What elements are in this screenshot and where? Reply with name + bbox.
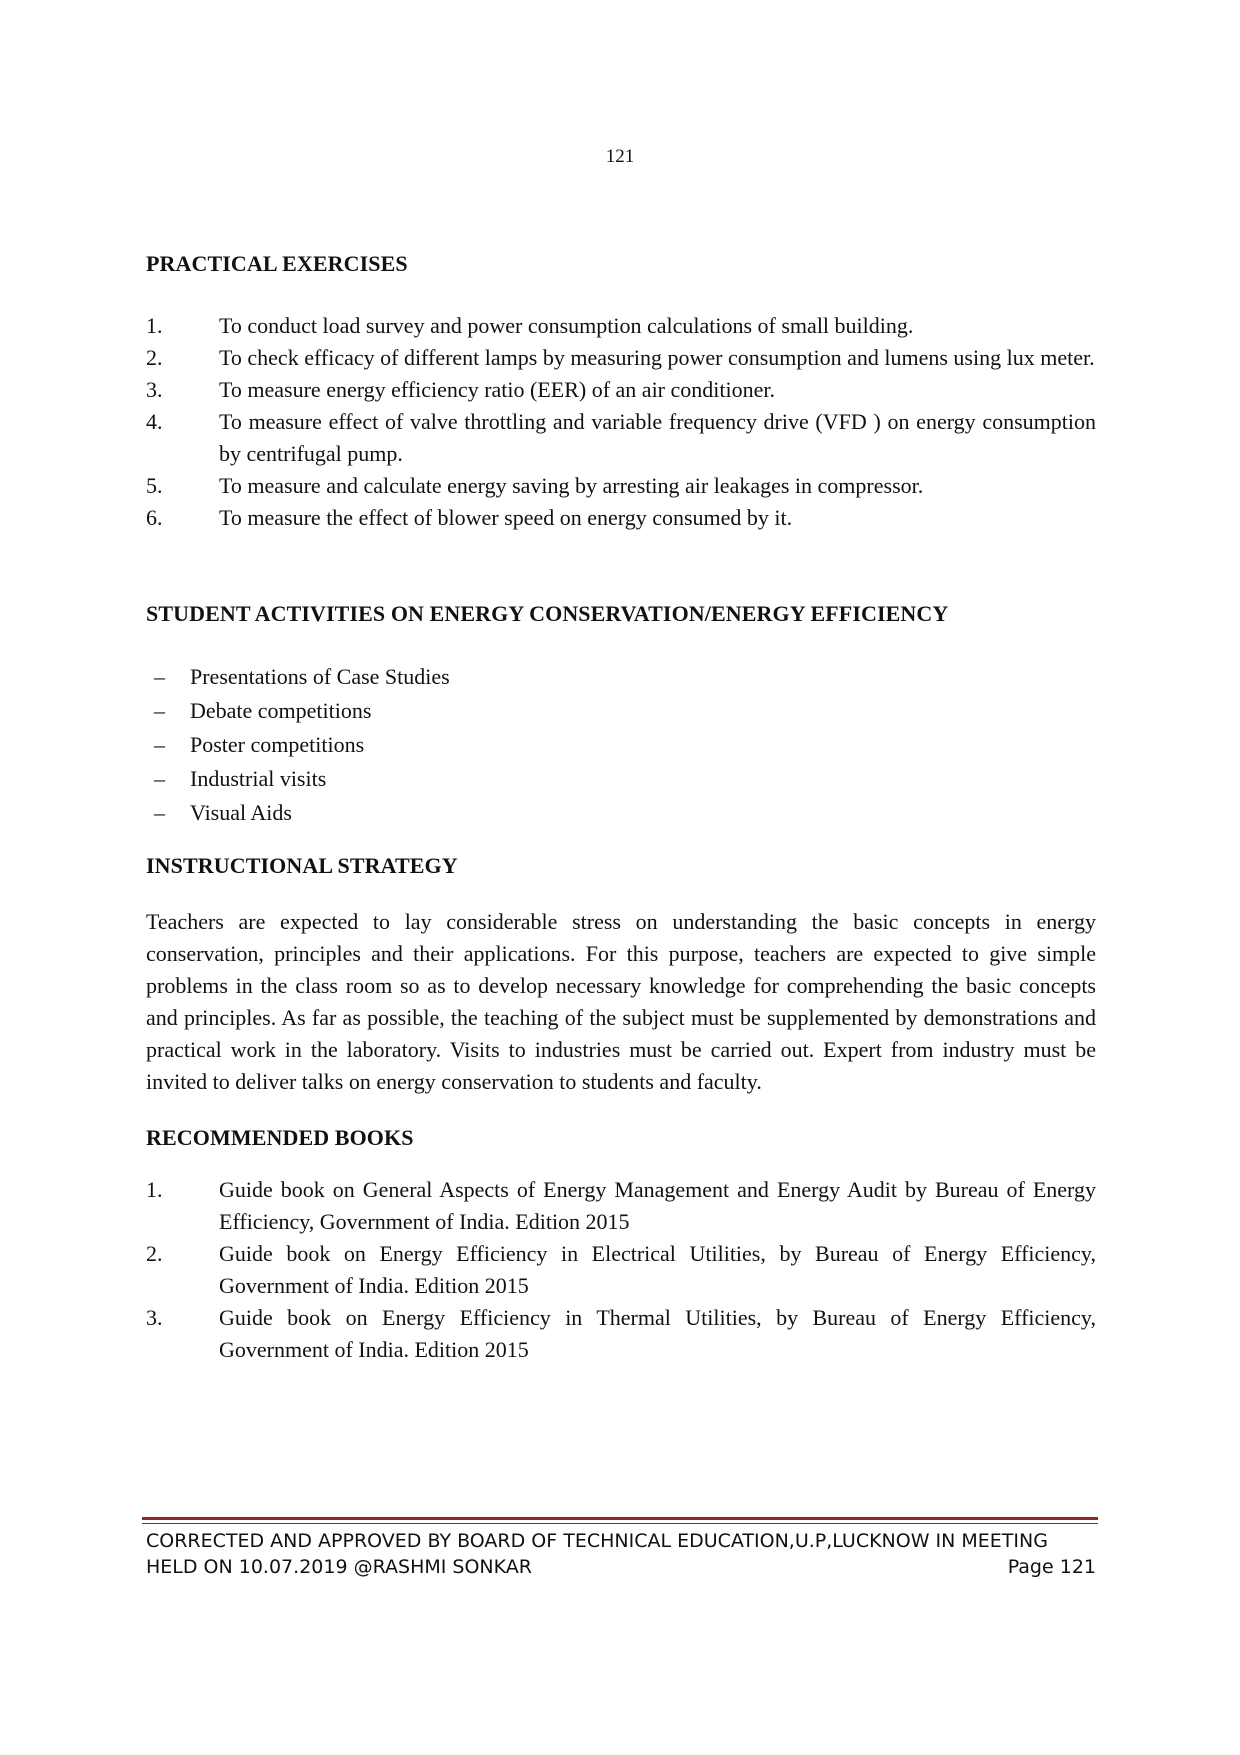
dash-bullet: –	[154, 664, 165, 689]
list-item-text: To conduct load survey and power consumption calculations of small building.	[219, 313, 914, 338]
practical-exercises-list	[146, 310, 1096, 534]
footer-page-number: Page 121	[1007, 1556, 1096, 1578]
page-number-top: 121	[605, 146, 635, 167]
list-item-number: 1.	[146, 1177, 163, 1202]
list-item-number: 6.	[146, 505, 163, 530]
recommended-books-list	[146, 1174, 1096, 1366]
list-item-number: 4.	[146, 409, 163, 434]
list-item-text: To measure energy efficiency ratio (EER) of an air conditioner.	[219, 377, 775, 402]
list-item	[146, 694, 1096, 728]
page-footer	[146, 1528, 1096, 1580]
practical-exercises-heading: PRACTICAL EXERCISES	[146, 251, 408, 276]
list-item	[146, 1302, 1096, 1366]
list-item-text: To check efficacy of different lamps by measuring power consumption and lumens using lux meter.	[219, 345, 1095, 370]
list-item-text: To measure effect of valve throttling and variable frequency drive (VFD ) on energy consumption by centrifugal pump.	[219, 409, 1096, 466]
list-item	[146, 374, 1096, 406]
list-item-number: 2.	[146, 1241, 163, 1266]
dash-bullet: –	[154, 800, 165, 825]
list-item	[146, 502, 1096, 534]
footer-second-line	[146, 1554, 1096, 1580]
list-item-number: 5.	[146, 473, 163, 498]
list-item	[146, 762, 1096, 796]
footer-approval-line: CORRECTED AND APPROVED BY BOARD OF TECHNICAL EDUCATION,U.P,LUCKNOW IN MEETING	[146, 1530, 1048, 1552]
list-item-number: 3.	[146, 1305, 163, 1330]
list-item	[146, 310, 1096, 342]
list-item-text: To measure the effect of blower speed on energy consumed by it.	[219, 505, 793, 530]
page-content	[146, 248, 1096, 1366]
list-item	[146, 796, 1096, 830]
dash-bullet: –	[154, 732, 165, 757]
student-activities-heading: STUDENT ACTIVITIES ON ENERGY CONSERVATION/ENERGY EFFICIENCY	[146, 601, 949, 626]
list-item	[146, 1174, 1096, 1238]
list-item-text: Visual Aids	[190, 800, 292, 825]
instructional-strategy-paragraph: Teachers are expected to lay considerable stress on understanding the basic concepts in energy conservation, principles and their applications. For this purpose, teachers are expected to give simple problems in the class room so as to develop necessary knowledge for comprehending the basic concepts and principles. As far as possible, the teaching of the subject must be supplemented by demonstrations and practical work in the laboratory. Visits to industries must be carried out. Expert from industry must be invited to deliver talks on energy conservation to students and faculty.	[146, 909, 1096, 1094]
list-item-text: Debate competitions	[190, 698, 372, 723]
dash-bullet: –	[154, 766, 165, 791]
list-item-text: To measure and calculate energy saving by arresting air leakages in compressor.	[219, 473, 924, 498]
list-item	[146, 470, 1096, 502]
list-item	[146, 1238, 1096, 1302]
list-item	[146, 728, 1096, 762]
list-item-number: 2.	[146, 345, 163, 370]
footer-divider	[142, 1517, 1098, 1520]
list-item-text: Presentations of Case Studies	[190, 664, 450, 689]
list-item-text: Guide book on General Aspects of Energy Management and Energy Audit by Bureau of Energy Efficiency, Government of India. Edition 2015	[219, 1177, 1096, 1234]
list-item-number: 1.	[146, 313, 163, 338]
student-activities-list	[146, 660, 1096, 830]
list-item-text: Poster competitions	[190, 732, 365, 757]
footer-meeting-date: HELD ON 10.07.2019 @RASHMI SONKAR	[146, 1556, 532, 1578]
list-item	[146, 342, 1096, 374]
list-item	[146, 406, 1096, 470]
list-item-text: Industrial visits	[190, 766, 327, 791]
list-item-text: Guide book on Energy Efficiency in Electrical Utilities, by Bureau of Energy Efficiency, Government of India. Edition 2015	[219, 1241, 1096, 1298]
footer-divider-thin	[142, 1523, 1098, 1524]
dash-bullet: –	[154, 698, 165, 723]
list-item	[146, 660, 1096, 694]
list-item-number: 3.	[146, 377, 163, 402]
recommended-books-heading: RECOMMENDED BOOKS	[146, 1125, 414, 1150]
instructional-strategy-heading: INSTRUCTIONAL STRATEGY	[146, 853, 458, 878]
list-item-text: Guide book on Energy Efficiency in Thermal Utilities, by Bureau of Energy Efficiency, Government of India. Edition 2015	[219, 1305, 1096, 1362]
